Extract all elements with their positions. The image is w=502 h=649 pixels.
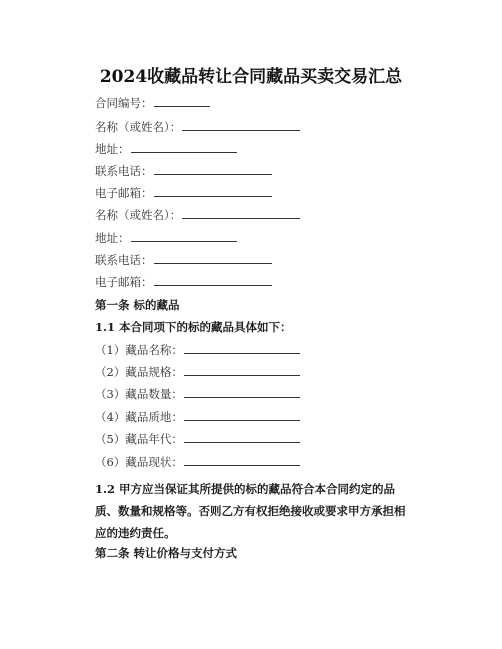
item-label: （3）藏品数量： <box>95 387 183 401</box>
fill-blank <box>182 207 300 219</box>
fill-blank <box>184 364 300 376</box>
field-label: 地址： <box>95 231 130 245</box>
collection-item-name <box>95 342 300 358</box>
item-label: （5）藏品年代： <box>95 432 183 446</box>
party-a-name-field <box>95 119 300 135</box>
party-a-phone-field <box>95 163 272 179</box>
item-label: （2）藏品规格： <box>95 365 183 379</box>
fill-blank <box>154 252 272 264</box>
fill-blank <box>184 386 300 398</box>
field-label: 名称（或姓名）： <box>95 120 182 134</box>
document-title: 2024收藏品转让合同藏品买卖交易汇总 <box>99 67 403 87</box>
party-b-address-field <box>95 230 237 246</box>
collection-item-condition <box>95 454 300 470</box>
article-1-2-paragraph: 1.2 甲方应当保证其所提供的标的藏品符合本合同约定的品质、数量和规格等。否则乙方有权拒绝接收或要求甲方承担相应的违约责任。 <box>95 482 406 540</box>
fill-blank <box>184 342 300 354</box>
collection-item-spec <box>95 364 300 380</box>
fill-blank <box>182 119 300 131</box>
fill-blank <box>184 409 300 421</box>
fill-blank <box>154 185 272 197</box>
field-label: 电子邮箱： <box>95 186 153 200</box>
item-label: （4）藏品质地： <box>95 410 183 424</box>
field-label: 联系电话： <box>95 164 153 178</box>
fill-blank <box>154 95 210 107</box>
party-a-email-field <box>95 185 272 201</box>
field-label: 地址： <box>95 142 130 156</box>
fill-blank <box>154 163 272 175</box>
party-b-name-field <box>95 207 300 223</box>
party-b-email-field <box>95 274 272 290</box>
collection-item-quantity <box>95 386 300 402</box>
collection-item-era <box>95 431 300 447</box>
fill-blank <box>184 454 300 466</box>
article-1-heading: 第一条 标的藏品 <box>95 298 180 312</box>
fill-blank <box>184 431 300 443</box>
article-2-heading: 第二条 转让价格与支付方式 <box>95 546 238 560</box>
fill-blank <box>131 141 237 153</box>
party-a-address-field <box>95 141 237 157</box>
party-b-phone-field <box>95 252 272 268</box>
item-label: （6）藏品现状： <box>95 455 183 469</box>
collection-item-material <box>95 409 300 425</box>
field-label: 电子邮箱： <box>95 275 153 289</box>
fill-blank <box>154 274 272 286</box>
field-label: 合同编号： <box>95 96 153 110</box>
field-label: 联系电话： <box>95 253 153 267</box>
contract-number-field <box>95 95 210 111</box>
fill-blank <box>131 230 237 242</box>
article-1-1-subheading: 1.1 本合同项下的标的藏品具体如下： <box>95 320 292 334</box>
item-label: （1）藏品名称： <box>95 343 183 357</box>
field-label: 名称（或姓名）： <box>95 208 182 222</box>
